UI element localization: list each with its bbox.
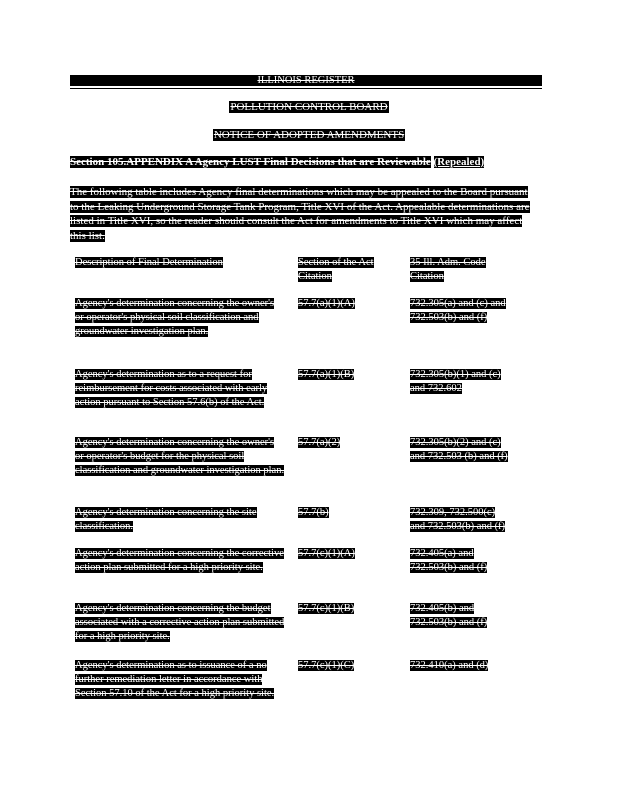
table-row-5-description: Agency's determination concerning the corrective action plan submitted for a high priority site.	[75, 548, 284, 574]
table-row-1-description: Agency's determination concerning the owner's or operator's physical soil classification and groundwater investigation plan.	[75, 298, 275, 338]
notice-heading: NOTICE OF ADOPTED AMENDMENTS	[213, 129, 405, 141]
table-row-3-code: 732.305(b)(2) and (c) and 732.503 (b) and (f)	[410, 437, 508, 463]
header-rule	[70, 88, 542, 89]
table-row-1-code: 732.305(a) and (c) and 732.503(b) and (f)	[410, 298, 506, 324]
table-row-6-code: 732.405(b) and 732.503(b) and (f)	[410, 603, 488, 629]
section-title	[70, 155, 542, 169]
table-row-1-act: 57.7(a)(1)(A)	[298, 298, 355, 309]
table-row-7-act: 57.7(c)(1)(C)	[298, 660, 355, 671]
section-status: (Repealed)	[433, 156, 485, 168]
table-header-description: Description of Final Determination	[75, 257, 223, 268]
table-row-4-code: 732.309, 732.500(c) and 732.503(b) and (f)	[410, 507, 506, 533]
board-heading: POLLUTION CONTROL BOARD	[230, 101, 388, 113]
table-row-4-description: Agency's determination concerning the site classification.	[75, 507, 257, 533]
table-row-5-act: 57.7(c)(1)(A)	[298, 548, 355, 559]
section-title-text: Section 105.APPENDIX A Agency LUST Final Decisions that are Reviewable	[70, 156, 431, 168]
table-row-3-act: 57.7(a)(2)	[298, 437, 341, 448]
register-header-bar	[70, 75, 542, 86]
table-row-7-code: 732.410(a) and (d)	[410, 660, 489, 671]
table-row-2-act: 57.7(a)(1)(B)	[298, 369, 355, 380]
table-row-7-description: Agency's determination as to issuance of a no further remediation letter in accordance with Section 57.10 of the Act for a high priority site.	[75, 660, 275, 700]
table-header-act-citation: Section of the Act Citation	[298, 257, 374, 283]
table-header-code-citation: 35 Ill. Adm. Code Citation	[410, 257, 486, 283]
table-row-4-act: 57.7(b)	[298, 507, 329, 518]
table-row-5-code: 732.405(a) and 732.503(b) and (f)	[410, 548, 488, 574]
table-row-6-description: Agency's determination concerning the budget associated with a corrective action plan submitted for a high priority site.	[75, 603, 285, 643]
table-row-3-description: Agency's determination concerning the owner's or operator's budget for the physical soil classification and groundwater investigation plan.	[75, 437, 285, 477]
table-row-6-act: 57.7(c)(1)(B)	[298, 603, 355, 614]
table-row-2-description: Agency's determination as to a request for reimbursement for costs associated with early action pursuant to Section 57.6(b) of the Act.	[75, 369, 268, 409]
table-row-2-code: 732.305(b)(1) and (c) and 732.602	[410, 369, 501, 395]
intro-paragraph: The following table includes Agency final determinations which may be appealed to the Board pursuant to the Leaking Underground Storage Tank Program, Title XVI of the Act. Appealable determinations are listed in Title XVI, so the reader should consult the Act for amendments to Title XVI which may affect this list.	[70, 186, 530, 242]
register-header: ILLINOIS REGISTER	[257, 75, 355, 86]
